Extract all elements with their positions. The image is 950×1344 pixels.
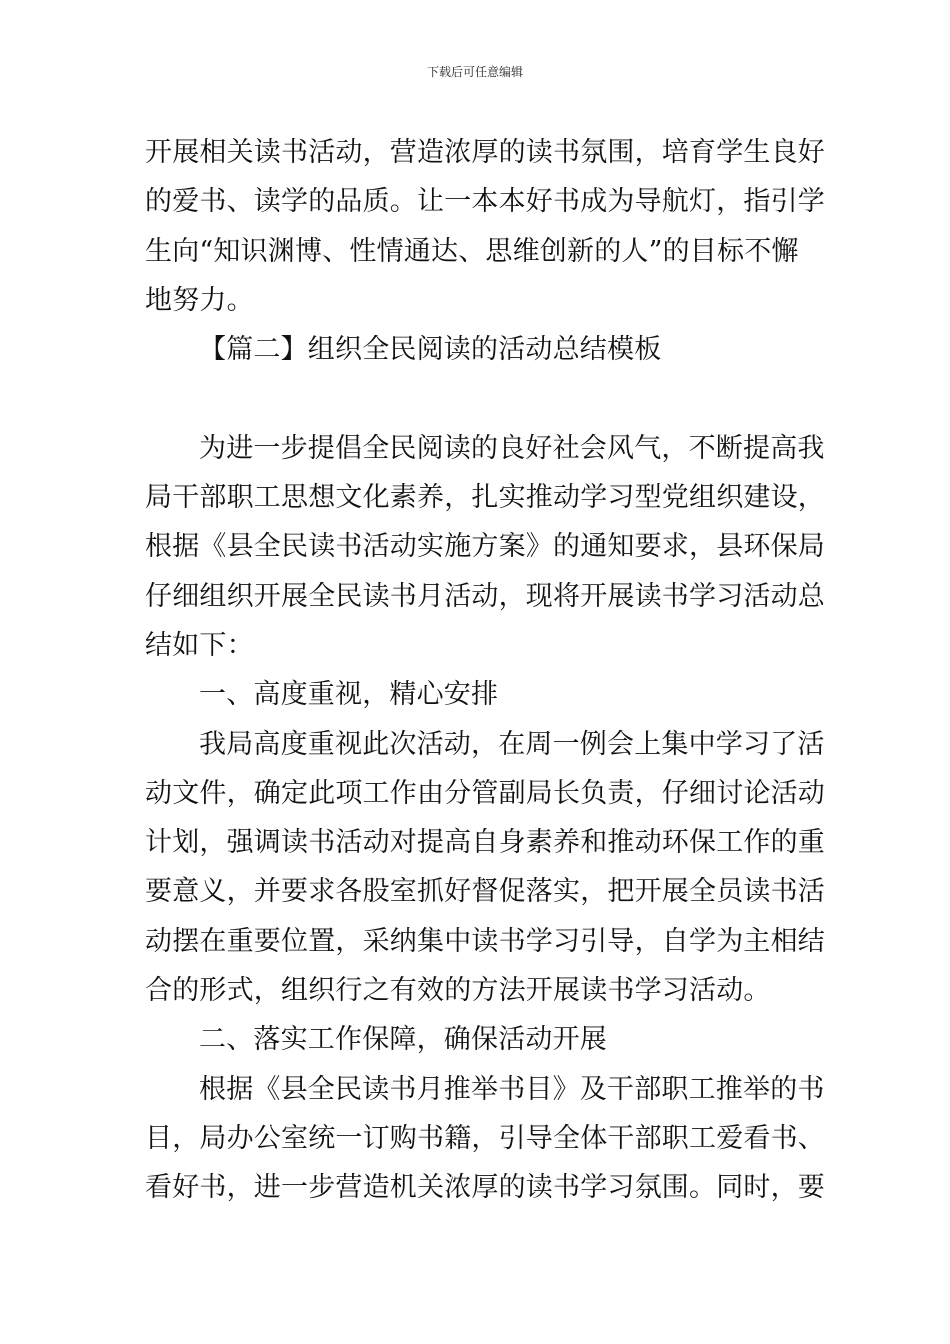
heading-two: 二、落实工作保障，确保活动开展 [199,1024,607,1056]
paragraph-start: 根据《县全民读书月推举书目》及干部职工推举的书 [199,1073,825,1105]
body-line: 看好书，进一步营造机关浓厚的读书学习氛围。同时，要 [145,1172,825,1204]
body-line: 合的形式，组织行之有效的方法开展读书学习活动。 [145,975,771,1007]
paragraph-start: 我局高度重视此次活动，在周一例会上集中学习了活 [199,728,825,760]
section-title: 【篇二】组织全民阅读的活动总结模板 [199,334,662,366]
body-line: 仔细组织开展全民读书月活动，现将开展读书学习活动总 [145,580,825,612]
body-line: 目，局办公室统一订购书籍，引导全体干部职工爱看书、 [145,1122,825,1154]
blank-line [145,374,810,423]
body-line: 根据《县全民读书活动实施方案》的通知要求，县环保局 [145,531,825,563]
document-body [145,128,825,1213]
body-line: 生向“知识渊博、性情通达、思维创新的人”的目标不懈 [145,235,799,267]
body-line: 的爱书、读学的品质。让一本本好书成为导航灯，指引学 [145,186,825,218]
heading-one: 一、高度重视，精心安排 [199,679,499,711]
body-line: 地努力。 [145,284,254,316]
body-line: 动摆在重要位置，采纳集中读书学习引导，自学为主相结 [145,925,825,957]
body-line: 动文件，确定此项工作由分管副局长负责，仔细讨论活动 [145,777,825,809]
body-line: 局干部职工思想文化素养，扎实推动学习型党组织建设， [145,482,825,514]
page-header-note: 下载后可任意编辑 [426,65,523,79]
paragraph-start: 为进一步提倡全民阅读的良好社会风气，不断提高我 [199,432,825,464]
body-line: 开展相关读书活动，营造浓厚的读书氛围，培育学生良好 [145,137,825,168]
body-line: 结如下： [145,629,254,661]
body-line: 计划，强调读书活动对提高自身素养和推动环保工作的重 [145,827,825,859]
body-line: 要意义，并要求各股室抓好督促落实，把开展全员读书活 [145,876,825,908]
